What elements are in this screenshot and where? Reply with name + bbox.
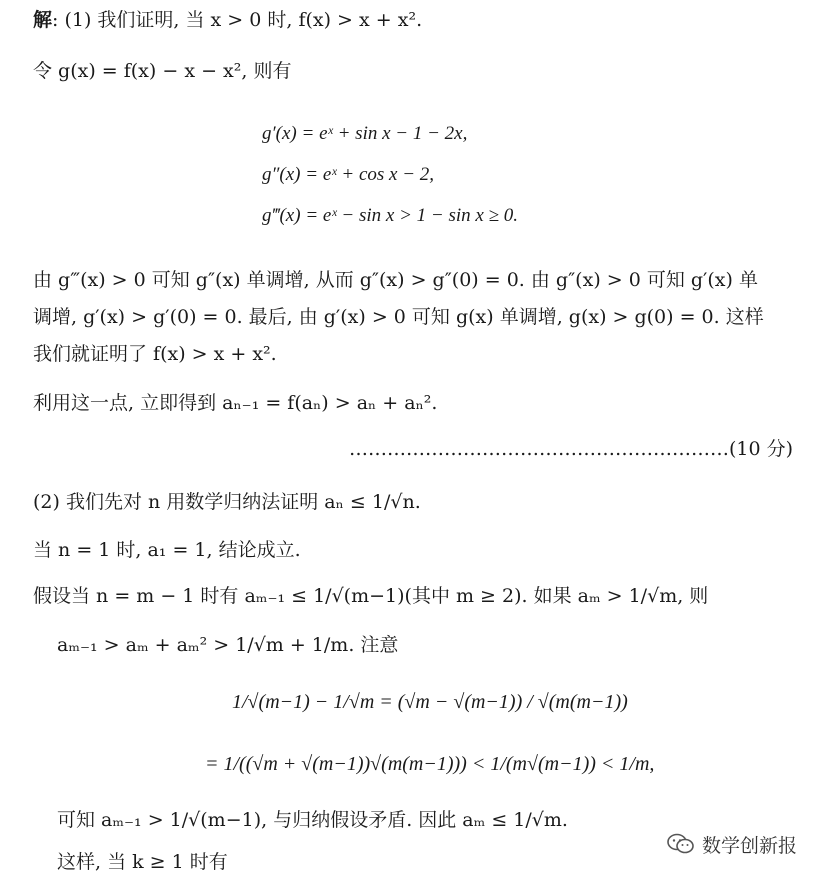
fraction-equation-1: 1/√(m−1) − 1/√m = (√m − √(m−1)) / √(m(m−1)) <box>232 691 628 713</box>
base-case-line: 当 n = 1 时, a₁ = 1, 结论成立. <box>33 539 301 561</box>
equation-1: g′(x) = eˣ + sin x − 1 − 2x, <box>262 123 468 144</box>
paragraph-line-4: 利用这一点, 立即得到 aₙ₋₁ = f(aₙ) > aₙ + aₙ². <box>33 392 438 414</box>
watermark <box>666 831 797 861</box>
induction-line: 假设当 n = m − 1 时有 aₘ₋₁ ≤ 1/√(m−1)(其中 m ≥ 2). 如果 aₘ > 1/√m, 则 <box>33 585 709 607</box>
inequality-line: aₘ₋₁ > aₘ + aₘ² > 1/√m + 1/m. 注意 <box>57 634 399 656</box>
watermark-text: 数学创新报 <box>701 835 797 857</box>
line-2: 令 g(x) = f(x) − x − x², 则有 <box>33 60 292 82</box>
paragraph-line-1: 由 g‴(x) > 0 可知 g″(x) 单调增, 从而 g″(x) > g″(0) = 0. 由 g″(x) > 0 可知 g′(x) 单 <box>33 269 758 291</box>
final-line: 这样, 当 k ≥ 1 时有 <box>57 851 228 873</box>
solution-label: 解 <box>33 9 53 31</box>
fraction-equation-2: = 1/((√m + √(m−1))√(m(m−1))) < 1/(m√(m−1)) < 1/m, <box>205 753 655 775</box>
paragraph-line-2: 调增, g′(x) > g′(0) = 0. 最后, 由 g′(x) > 0 可知 g(x) 单调增, g(x) > g(0) = 0. 这样 <box>33 306 764 328</box>
conclusion-line: 可知 aₘ₋₁ > 1/√(m−1), 与归纳假设矛盾. 因此 aₘ ≤ 1/√m. <box>57 809 568 831</box>
line-1 <box>33 8 422 32</box>
paragraph-line-3: 我们就证明了 f(x) > x + x². <box>33 343 277 365</box>
line-1-text: : (1) 我们证明, 当 x > 0 时, f(x) > x + x². <box>52 9 423 31</box>
equation-3: g‴(x) = eˣ − sin x > 1 − sin x ≥ 0. <box>262 205 519 226</box>
equation-2: g″(x) = eˣ + cos x − 2, <box>262 164 435 185</box>
score-line: ……………………………………………………(10 分) <box>348 438 793 460</box>
part-2-line: (2) 我们先对 n 用数学归纳法证明 aₙ ≤ 1/√n. <box>33 491 421 513</box>
wechat-icon <box>666 832 696 861</box>
